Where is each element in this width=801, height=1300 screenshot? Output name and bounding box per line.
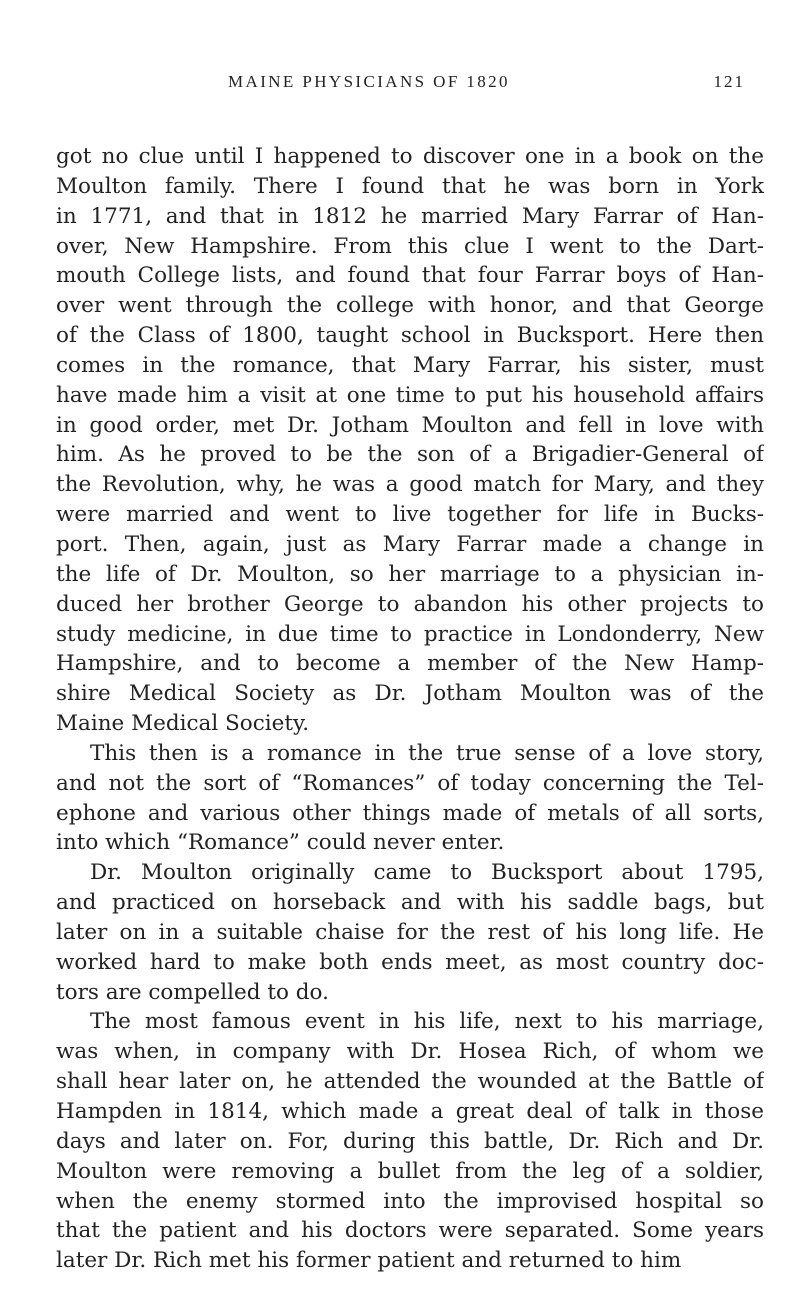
text-line: Dr. Moulton originally came to Bucksport about 1795, (90, 860, 764, 886)
text-line: over, New Hampshire. From this clue I went to the Dart- (56, 233, 764, 259)
text-line: the Revolution, why, he was a good match for Mary, and they (56, 472, 764, 498)
text-line: and practiced on horseback and with his saddle bags, but (56, 890, 764, 916)
text-line: ephone and various other things made of metals of all sorts, (56, 800, 764, 826)
text-line: got no clue until I happened to discover one in a book on the (56, 144, 764, 169)
text-line: comes in the romance, that Mary Farrar, his sister, must (56, 352, 764, 378)
paragraph (56, 858, 764, 1007)
text-line: was when, in company with Dr. Hosea Rich, of whom we (56, 1039, 764, 1065)
text-line: tors are compelled to do. (56, 979, 329, 1005)
text-line: mouth College lists, and found that four Farrar boys of Han- (56, 263, 764, 289)
text-line: The most famous event in his life, next to his marriage, (90, 1009, 764, 1035)
text-line: Moulton family. There I found that he was born in York (56, 173, 764, 199)
text-line: Hampshire, and to become a member of the New Hamp- (56, 651, 764, 677)
text-line: of the Class of 1800, taught school in Bucksport. Here then (56, 323, 764, 349)
text-line: port. Then, again, just as Mary Farrar made a change in (56, 531, 764, 557)
text-line: later on in a suitable chaise for the rest of his long life. He (56, 919, 764, 945)
text-line: study medicine, in due time to practice in Londonderry, New (56, 621, 764, 647)
text-line: were married and went to live together for life in Bucks- (56, 502, 764, 528)
paragraph (56, 1007, 764, 1276)
text-line: days and later on. For, during this battle, Dr. Rich and Dr. (56, 1128, 764, 1154)
text-line: Hampden in 1814, which made a great deal of talk in those (56, 1099, 764, 1124)
body-text (56, 142, 764, 1276)
text-line: This then is a romance in the true sense of a love story, (90, 740, 764, 766)
text-line: in 1771, and that in 1812 he married Mary Farrar of Han- (56, 203, 764, 229)
text-line: shire Medical Society as Dr. Jotham Moulton was of the (56, 681, 764, 707)
text-line: the life of Dr. Moulton, so her marriage to a physician in- (56, 561, 764, 587)
text-line: shall hear later on, he attended the wounded at the Battle of (56, 1069, 764, 1095)
text-line: Moulton were removing a bullet from the leg of a soldier, (56, 1158, 764, 1184)
page-number: 121 (713, 72, 745, 91)
text-line: have made him a visit at one time to put his household affairs (56, 382, 764, 408)
text-line: in good order, met Dr. Jotham Moulton and fell in love with (56, 412, 764, 438)
page-header (0, 72, 801, 102)
text-line: duced her brother George to abandon his other projects to (56, 591, 764, 617)
text-line: and not the sort of “Romances” of today concerning the Tel- (56, 770, 764, 796)
paragraph (56, 142, 764, 739)
text-line: that the patient and his doctors were separated. Some years (56, 1218, 764, 1244)
text-line: him. As he proved to be the son of a Brigadier-General of (56, 442, 764, 468)
paragraph (56, 739, 764, 858)
text-line: over went through the college with honor, and that George (56, 293, 764, 319)
text-line: into which “Romance” could never enter. (56, 830, 505, 856)
running-title: MAINE PHYSICIANS OF 1820 (228, 72, 510, 91)
text-line: when the enemy stormed into the improvised hospital so (56, 1188, 764, 1214)
text-line: worked hard to make both ends meet, as most country doc- (56, 949, 764, 975)
text-line: Maine Medical Society. (56, 711, 310, 737)
text-line: later Dr. Rich met his former patient and returned to him (56, 1248, 682, 1274)
